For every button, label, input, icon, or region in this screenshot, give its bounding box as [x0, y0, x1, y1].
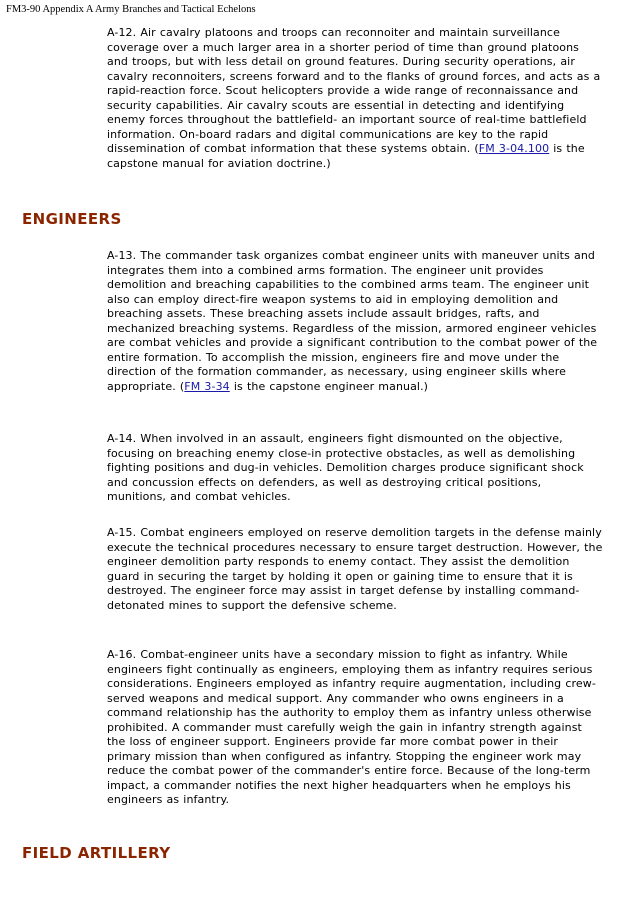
running-header: FM3-90 Appendix A Army Branches and Tactical Echelons: [6, 4, 256, 15]
paragraph-a-16: [107, 648, 604, 808]
paragraph-a-12: [107, 26, 604, 171]
paragraph-text: A-14. When involved in an assault, engineers fight dismounted on the objective, focusing on breaching enemy close-in protective obstacles, as well as demolishing fighting positions and dug-in vehicles. Demolition charges produce significant shock and concussion effects on defenders, as well as destroying critical positions, munitions, and combat vehicles.: [107, 432, 584, 503]
paragraph-a-15: [107, 526, 604, 613]
paragraph-tail: is the capstone engineer manual.): [229, 379, 429, 393]
paragraph-text: A-13. The commander task organizes combat engineer units with maneuver units and integrates them into a combined arms formation. The engineer unit provides demolition and breaching capabilities to the combined arms team. The engineer unit also can employ direct-fire weapon systems to aid in employing demolition and breaching assets. These breaching assets include assault bridges, rafts, and mechanized breaching systems. Regardless of the mission, armored engineer vehicles are combat vehicles and provide a significant contribution to the combat power of the entire formation. To accomplish the mission, engineers fire and move under the direction of the formation commander, as necessary, using engineer skills where appropriate. (: [107, 249, 598, 393]
paragraph-text: A-12. Air cavalry platoons and troops can reconnoiter and maintain surveillance coverage over a much larger area in a shorter period of time than ground platoons and troops, but with less detail on ground features. During security operations, air cavalry reconnoiters, screens forward and to the flanks of ground forces, and acts as a rapid-reaction force. Scout helicopters provide a wide range of reconnaissance and security capabilities. Air cavalry scouts are essential in detecting and identifying enemy forces throughout the battlefield- an important source of real-time battlefield information. On-board radars and digital communications are key to the rapid dissemination of combat information that these systems obtain. (: [107, 26, 601, 155]
section-heading-field-artillery: FIELD ARTILLERY: [22, 844, 171, 862]
section-heading-engineers: ENGINEERS: [22, 210, 122, 228]
paragraph-text: A-16. Combat-engineer units have a secondary mission to fight as infantry. While engineers fight continually as engineers, employing them as infantry requires serious considerations. Engineers employed as infantry require augmentation, including crew-served weapons and medical support. Any commander who owns engineers in a command relationship has the authority to employ them as infantry unless otherwise prohibited. A commander must carefully weigh the gain in infantry strength against the loss of engineer support. Engineers provide far more combat power in their primary mission than when configured as infantry. Stopping the engineer work may reduce the combat power of the commander's entire force. Because of the long-term impact, a commander notifies the next higher headquarters when he employs his engineers as infantry.: [107, 648, 596, 806]
paragraph-a-13: [107, 249, 604, 394]
paragraph-text: A-15. Combat engineers employed on reserve demolition targets in the defense mainly execute the technical procedures necessary to ensure target destruction. However, the engineer demolition party responds to enemy contact. They assist the demolition guard in securing the target by holding it open or gaining time to ensure that it is destroyed. The engineer force may assist in target defense by installing command-detonated mines to support the defensive scheme.: [107, 526, 603, 612]
fm-3-34-link[interactable]: FM 3-34: [184, 379, 230, 393]
fm-3-04-100-link[interactable]: FM 3-04.100: [478, 142, 550, 155]
paragraph-tail: is the capstone manual for aviation doctrine.): [107, 142, 585, 170]
paragraph-a-14: [107, 432, 604, 505]
